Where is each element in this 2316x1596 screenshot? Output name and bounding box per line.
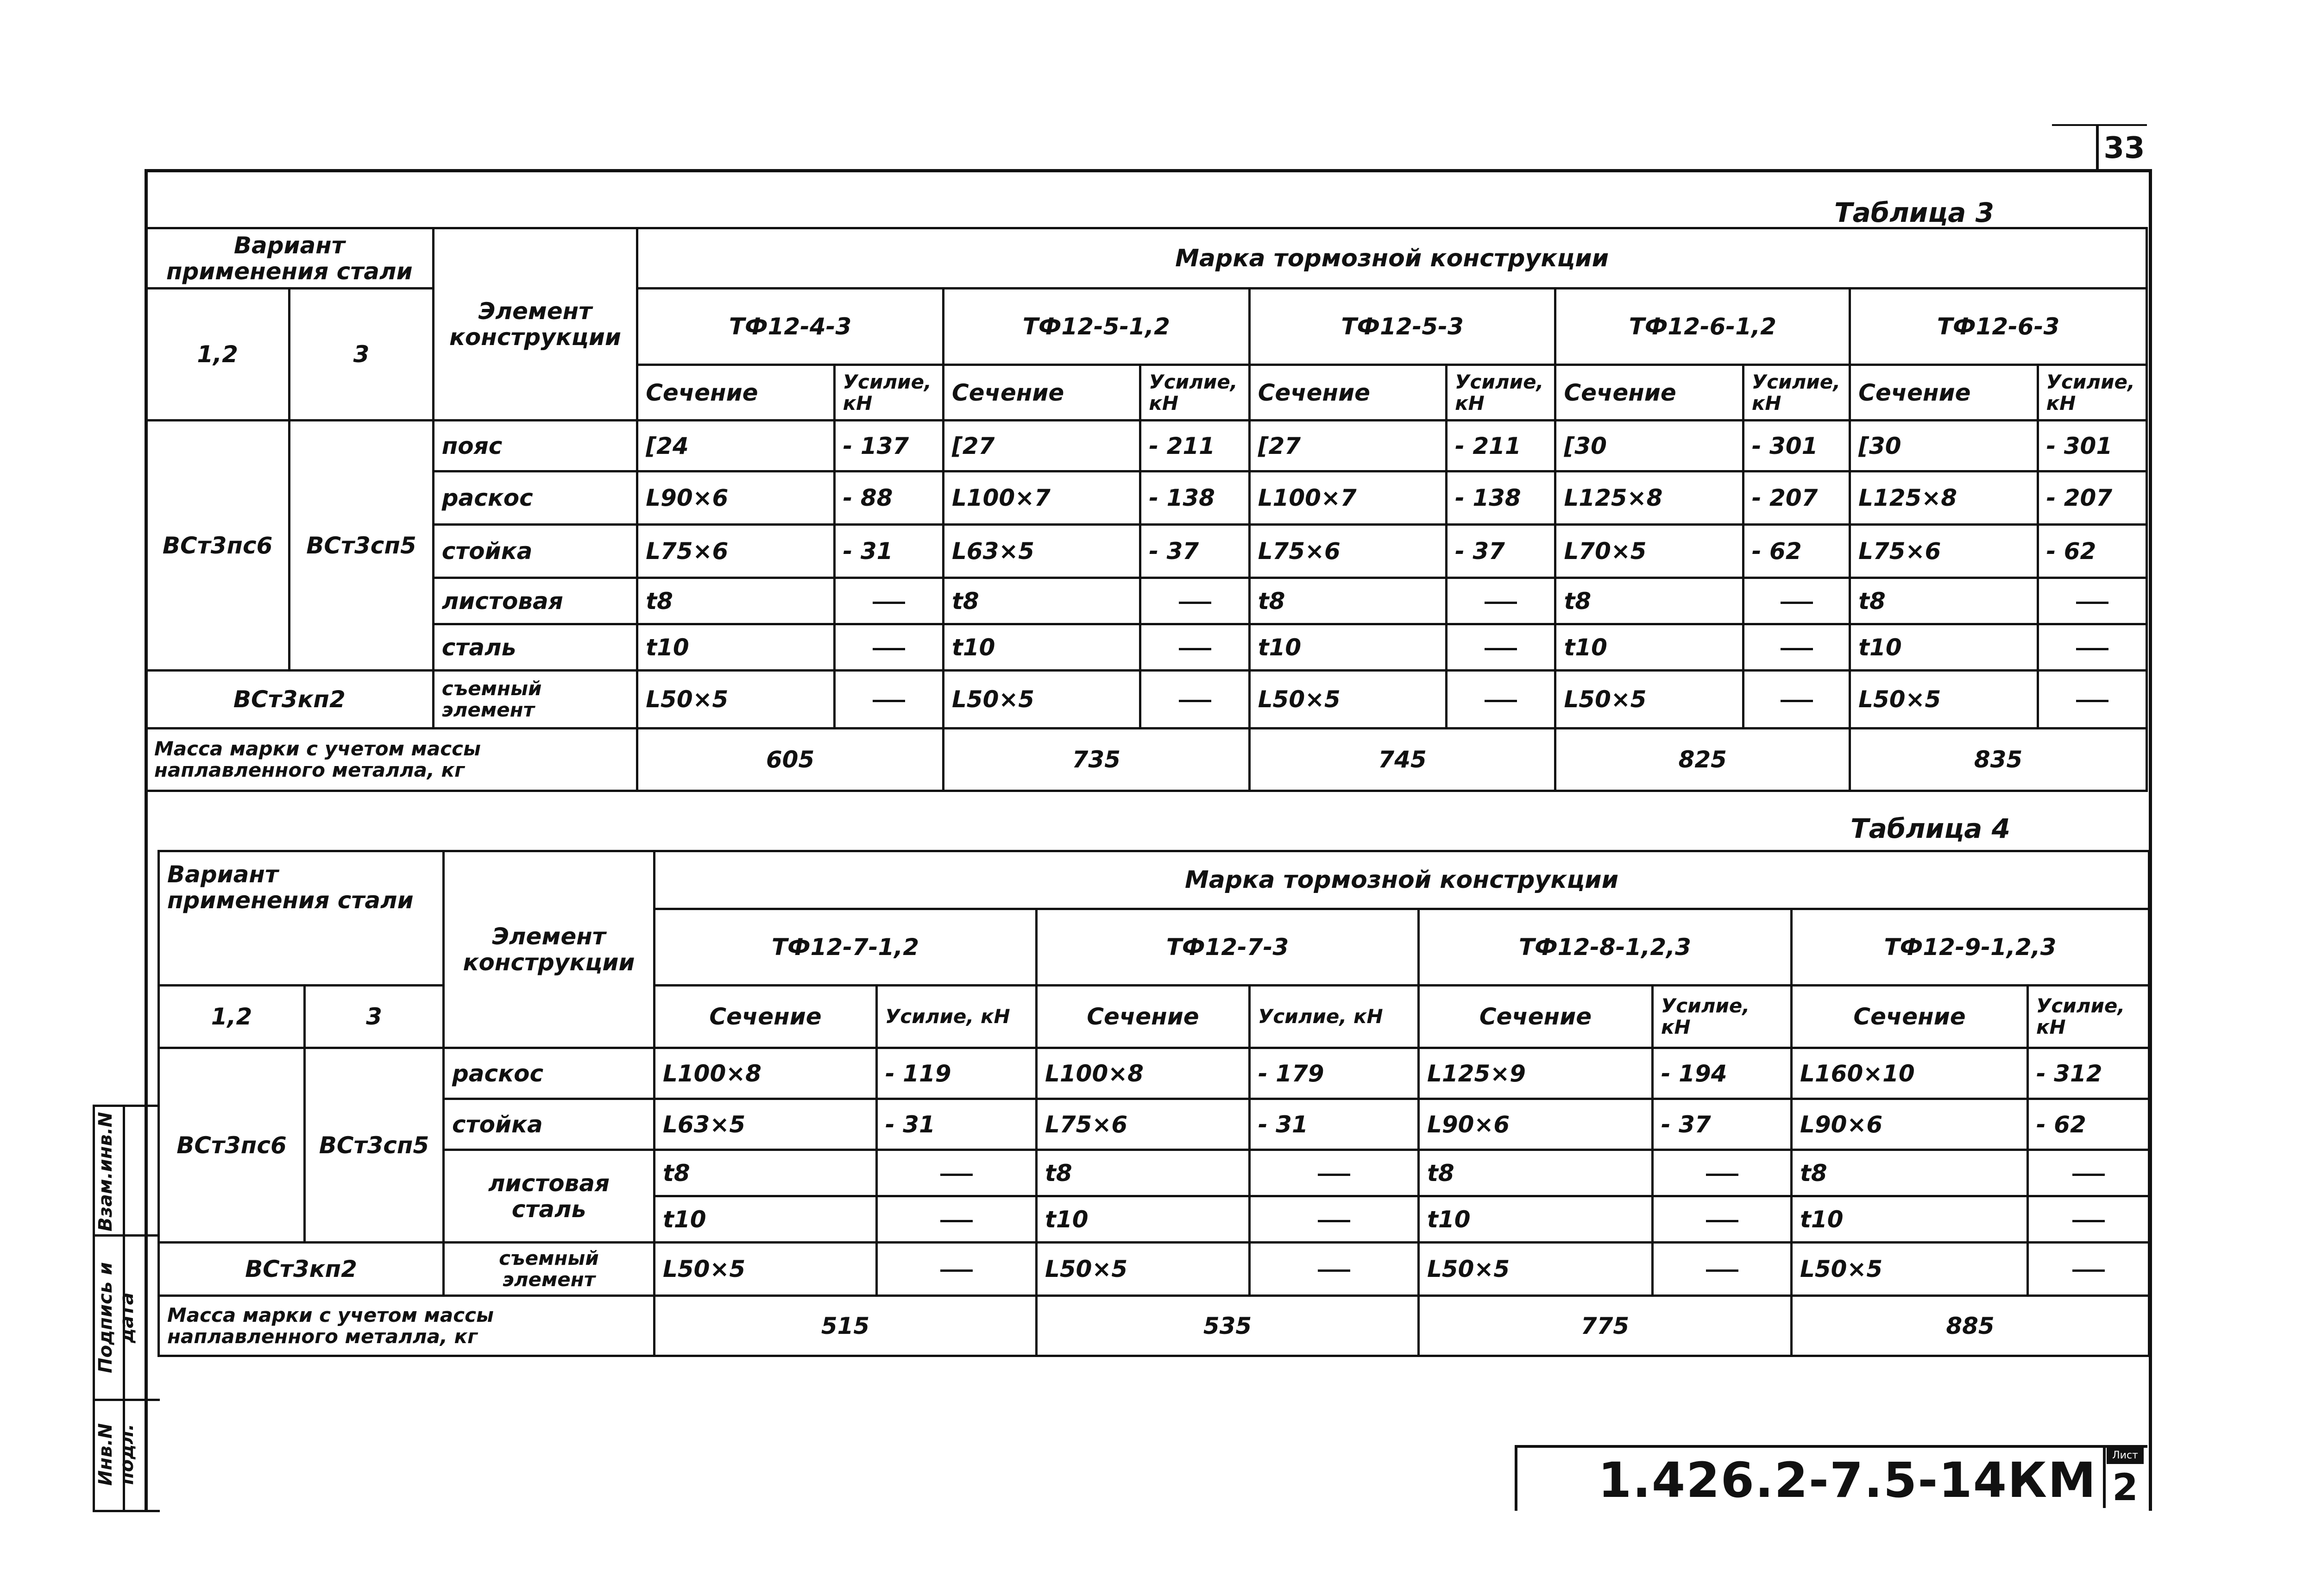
force-cell: - 211 (1447, 421, 1555, 471)
section-header: Сечение (637, 365, 834, 421)
dash-mark (2076, 648, 2108, 650)
empty-force-cell (1743, 671, 1850, 729)
section-cell: [30 (1555, 421, 1743, 471)
empty-force-cell (1250, 1243, 1419, 1296)
force-header: Усилие, кН (877, 986, 1037, 1048)
element-name: листовая сталь (444, 1150, 655, 1243)
section-header: Сечение (1850, 365, 2038, 421)
mass-value: 885 (1792, 1296, 2149, 1356)
element-name: пояс (433, 421, 637, 471)
section-cell: t10 (1555, 624, 1743, 671)
table-row (146, 578, 2147, 624)
section-cell: L75×6 (1850, 525, 2038, 578)
section-cell: L90×6 (1792, 1099, 2028, 1150)
table4-mark: ТФ12-7-1,2 (655, 909, 1037, 986)
force-header: Усилие, кН (1653, 986, 1792, 1048)
element-name: раскос (433, 471, 637, 525)
stamp-inv-orig: Инв.N подл. (95, 1423, 138, 1486)
steel-grade: ВСт3кп2 (159, 1243, 444, 1296)
table3-variant-12: 1,2 (146, 289, 290, 421)
section-cell: L50×5 (1419, 1243, 1653, 1296)
force-header: Усилие, кН (834, 365, 943, 421)
force-header: Усилие, кН (2028, 986, 2149, 1048)
section-cell: L100×8 (655, 1048, 877, 1099)
table3-variant-3: 3 (290, 289, 433, 421)
element-name: съемный элемент (433, 671, 637, 729)
force-cell: - 207 (2038, 471, 2146, 525)
force-header: Усилие, кН (2038, 365, 2146, 421)
table-row (159, 1296, 2149, 1356)
table3 (145, 227, 2148, 792)
force-header: Усилие, кН (1447, 365, 1555, 421)
sheet-label: Лист (2107, 1447, 2144, 1464)
dash-mark (1781, 700, 1813, 702)
table-row (159, 1048, 2149, 1099)
force-cell: - 211 (1140, 421, 1249, 471)
stamp-inv-replace: Взам.инв.N (95, 1112, 116, 1232)
empty-force-cell (1743, 624, 1850, 671)
section-cell: t8 (1555, 578, 1743, 624)
section-cell: L70×5 (1555, 525, 1743, 578)
table4-variant-3: 3 (305, 986, 444, 1048)
empty-force-cell (2028, 1150, 2149, 1196)
empty-force-cell (2028, 1196, 2149, 1243)
empty-force-cell (834, 624, 943, 671)
dash-mark (1706, 1220, 1738, 1222)
table4-mark: ТФ12-8-1,2,3 (1419, 909, 1792, 986)
empty-force-cell (1140, 671, 1249, 729)
mass-value: 605 (637, 729, 944, 791)
element-name: стойка (433, 525, 637, 578)
table-row (146, 421, 2147, 471)
force-cell: - 194 (1653, 1048, 1792, 1099)
dash-mark (873, 648, 905, 650)
mass-value: 825 (1555, 729, 1850, 791)
empty-force-cell (1653, 1196, 1792, 1243)
table-row (159, 1243, 2149, 1296)
dash-mark (1179, 648, 1211, 650)
force-header: Усилие, кН (1250, 986, 1419, 1048)
dash-mark (2072, 1269, 2105, 1272)
section-cell: t10 (943, 624, 1140, 671)
force-cell: - 31 (834, 525, 943, 578)
empty-force-cell (877, 1196, 1037, 1243)
section-cell: t10 (1249, 624, 1446, 671)
table-row (146, 671, 2147, 729)
empty-force-cell (1653, 1243, 1792, 1296)
sheet-number: 2 (2112, 1466, 2138, 1509)
dash-mark (1179, 700, 1211, 702)
section-cell: L160×10 (1792, 1048, 2028, 1099)
section-cell: L100×7 (1249, 471, 1446, 525)
force-cell: - 62 (1743, 525, 1850, 578)
section-cell: L50×5 (1555, 671, 1743, 729)
table3-variant-header: Вариант применения стали (146, 228, 434, 289)
empty-force-cell (2038, 671, 2146, 729)
force-cell: - 37 (1447, 525, 1555, 578)
table3-mark: ТФ12-5-1,2 (943, 289, 1249, 365)
page-number: 33 (2096, 125, 2150, 171)
table3-mark: ТФ12-5-3 (1249, 289, 1555, 365)
force-cell: - 31 (877, 1099, 1037, 1150)
empty-force-cell (1447, 578, 1555, 624)
force-header: Усилие, кН (1140, 365, 1249, 421)
table-row (159, 1150, 2149, 1196)
mass-label: Масса марки с учетом массы наплавленного металла, кг (159, 1296, 655, 1356)
steel-grade: ВСт3кп2 (146, 671, 434, 729)
section-cell: [27 (1249, 421, 1446, 471)
dash-mark (2076, 602, 2108, 604)
dash-mark (1706, 1269, 1738, 1272)
dash-mark (1485, 700, 1517, 702)
section-cell: t10 (1850, 624, 2038, 671)
mass-label: Масса марки с учетом массы наплавленного металла, кг (146, 729, 637, 791)
dash-mark (1318, 1220, 1350, 1222)
force-cell: - 88 (834, 471, 943, 525)
dash-mark (1706, 1174, 1738, 1176)
section-cell: L50×5 (943, 671, 1140, 729)
empty-force-cell (1140, 578, 1249, 624)
section-cell: L75×6 (637, 525, 834, 578)
section-cell: L50×5 (1792, 1243, 2028, 1296)
section-cell: L75×6 (1249, 525, 1446, 578)
table4-variant-header: Вариант применения стали (159, 851, 444, 986)
section-header: Сечение (943, 365, 1140, 421)
section-cell: L100×8 (1037, 1048, 1250, 1099)
force-cell: - 37 (1653, 1099, 1792, 1150)
table3-mark: ТФ12-6-1,2 (1555, 289, 1850, 365)
section-cell: t8 (1419, 1150, 1653, 1196)
mass-value: 835 (1850, 729, 2147, 791)
section-cell: [27 (943, 421, 1140, 471)
section-cell: L63×5 (943, 525, 1140, 578)
dash-mark (1318, 1269, 1350, 1272)
table4-mark: ТФ12-9-1,2,3 (1792, 909, 2149, 986)
empty-force-cell (1250, 1196, 1419, 1243)
section-cell: L50×5 (1850, 671, 2038, 729)
table-row (159, 1099, 2149, 1150)
empty-force-cell (1743, 578, 1850, 624)
dash-mark (1485, 602, 1517, 604)
section-header: Сечение (1419, 986, 1653, 1048)
force-cell: - 31 (1250, 1099, 1419, 1150)
mass-value: 535 (1037, 1296, 1419, 1356)
empty-force-cell (1447, 671, 1555, 729)
empty-force-cell (1653, 1150, 1792, 1196)
force-cell: - 301 (2038, 421, 2146, 471)
force-cell: - 37 (1140, 525, 1249, 578)
empty-force-cell (877, 1150, 1037, 1196)
section-cell: t10 (1792, 1196, 2028, 1243)
empty-force-cell (877, 1243, 1037, 1296)
force-cell: - 138 (1447, 471, 1555, 525)
empty-force-cell (1140, 624, 1249, 671)
dash-mark (940, 1269, 973, 1272)
empty-force-cell (2038, 624, 2146, 671)
element-name: листовая (433, 578, 637, 624)
table3-mark-header: Марка тормозной конструкции (637, 228, 2147, 289)
table4-mark: ТФ12-7-3 (1037, 909, 1419, 986)
table4-caption: Таблица 4 (1850, 813, 2010, 844)
section-header: Сечение (1555, 365, 1743, 421)
section-cell: t8 (1792, 1150, 2028, 1196)
section-cell: L125×8 (1555, 471, 1743, 525)
left-stamp (93, 1105, 160, 1512)
dash-mark (873, 602, 905, 604)
element-name: съемный элемент (444, 1243, 655, 1296)
table-row (146, 729, 2147, 791)
table3-element-header: Элемент конструкции (433, 228, 637, 421)
force-cell: - 207 (1743, 471, 1850, 525)
table-row (146, 624, 2147, 671)
section-cell: t10 (1419, 1196, 1653, 1243)
section-header: Сечение (655, 986, 877, 1048)
dash-mark (1781, 602, 1813, 604)
stamp-sign-date: Подпись и дата (95, 1262, 138, 1373)
section-header: Сечение (1037, 986, 1250, 1048)
empty-force-cell (1447, 624, 1555, 671)
dash-mark (2072, 1220, 2105, 1222)
section-cell: L63×5 (655, 1099, 877, 1150)
table-row (146, 525, 2147, 578)
table4-variant-12: 1,2 (159, 986, 305, 1048)
force-cell: - 62 (2028, 1099, 2149, 1150)
dash-mark (1179, 602, 1211, 604)
section-cell: [24 (637, 421, 834, 471)
section-cell: t8 (1249, 578, 1446, 624)
steel-grade: ВСт3пс6 (146, 421, 290, 671)
table4-mark-header: Марка тормозной конструкции (655, 851, 2149, 909)
steel-grade: ВСт3сп5 (305, 1048, 444, 1243)
empty-force-cell (2038, 578, 2146, 624)
mass-value: 775 (1419, 1296, 1792, 1356)
table3-mark: ТФ12-4-3 (637, 289, 944, 365)
table4-element-header: Элемент конструкции (444, 851, 655, 1048)
section-cell: t8 (655, 1150, 877, 1196)
section-cell: L75×6 (1037, 1099, 1250, 1150)
element-name: стойка (444, 1099, 655, 1150)
section-cell: t8 (637, 578, 834, 624)
element-name: раскос (444, 1048, 655, 1099)
section-cell: t10 (1037, 1196, 1250, 1243)
empty-force-cell (834, 578, 943, 624)
section-cell: t8 (1850, 578, 2038, 624)
section-cell: L90×6 (1419, 1099, 1653, 1150)
dash-mark (940, 1174, 973, 1176)
section-cell: L90×6 (637, 471, 834, 525)
mass-value: 745 (1249, 729, 1555, 791)
section-cell: L50×5 (1037, 1243, 1250, 1296)
dash-mark (873, 700, 905, 702)
section-cell: L50×5 (655, 1243, 877, 1296)
section-cell: L50×5 (1249, 671, 1446, 729)
table3-mark: ТФ12-6-3 (1850, 289, 2147, 365)
table-row (146, 471, 2147, 525)
steel-grade: ВСт3сп5 (290, 421, 433, 671)
section-header: Сечение (1249, 365, 1446, 421)
section-cell: L50×5 (637, 671, 834, 729)
force-cell: - 137 (834, 421, 943, 471)
section-cell: t8 (943, 578, 1140, 624)
section-cell: L125×8 (1850, 471, 2038, 525)
force-header: Усилие, кН (1743, 365, 1850, 421)
section-cell: t8 (1037, 1150, 1250, 1196)
section-cell: t10 (637, 624, 834, 671)
empty-force-cell (2028, 1243, 2149, 1296)
dash-mark (1485, 648, 1517, 650)
dash-mark (940, 1220, 973, 1222)
force-cell: - 62 (2038, 525, 2146, 578)
section-cell: t10 (655, 1196, 877, 1243)
steel-grade: ВСт3пс6 (159, 1048, 305, 1243)
section-header: Сечение (1792, 986, 2028, 1048)
dash-mark (1318, 1174, 1350, 1176)
dash-mark (1781, 648, 1813, 650)
table3-caption: Таблица 3 (1834, 197, 1994, 228)
section-cell: L125×9 (1419, 1048, 1653, 1099)
force-cell: - 301 (1743, 421, 1850, 471)
dash-mark (2076, 700, 2108, 702)
force-cell: - 119 (877, 1048, 1037, 1099)
empty-force-cell (1250, 1150, 1419, 1196)
mass-value: 515 (655, 1296, 1037, 1356)
document-code: 1.426.2-7.5-14КМ (1598, 1452, 2097, 1508)
force-cell: - 179 (1250, 1048, 1419, 1099)
empty-force-cell (834, 671, 943, 729)
mass-value: 735 (943, 729, 1249, 791)
table4 (157, 850, 2150, 1357)
section-cell: L100×7 (943, 471, 1140, 525)
element-name: сталь (433, 624, 637, 671)
force-cell: - 312 (2028, 1048, 2149, 1099)
section-cell: [30 (1850, 421, 2038, 471)
force-cell: - 138 (1140, 471, 1249, 525)
dash-mark (2072, 1174, 2105, 1176)
